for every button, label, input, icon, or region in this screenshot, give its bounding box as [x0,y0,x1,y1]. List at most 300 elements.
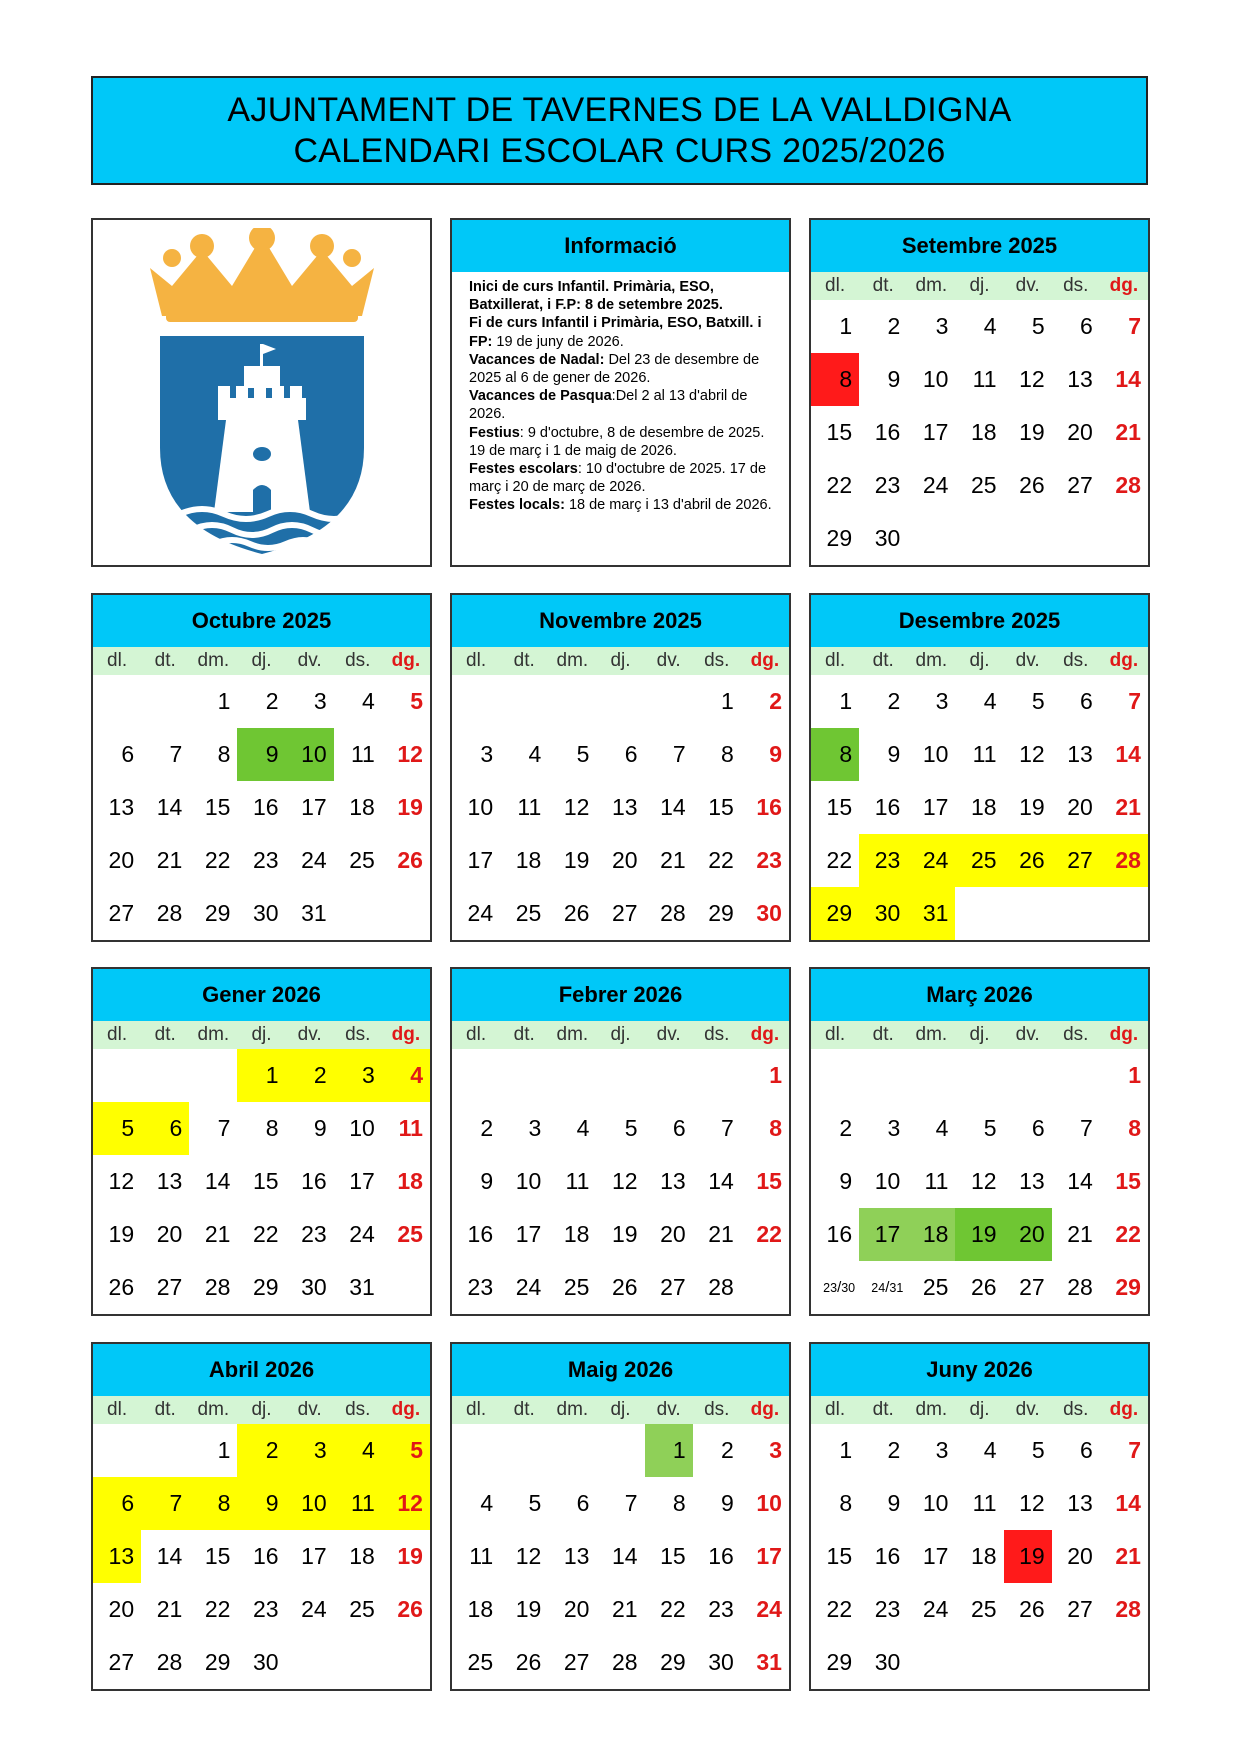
day-cell: 22 [1115,1221,1141,1247]
day-cell: 9 [237,1477,285,1530]
day-cell: 15 [204,1543,231,1569]
month-calendar [450,1342,791,1691]
day-cell: 29 [708,900,734,926]
day-cell: 5 [528,1490,542,1516]
weekday-label: dt. [154,650,176,671]
day-cell: 16 [826,1221,853,1247]
day-cell: 17 [922,419,949,445]
weekday-label: dg. [750,1399,780,1420]
weekday-label: dl. [107,650,128,671]
day-cell: 31 [301,900,327,926]
day-cell: 31 [349,1274,375,1300]
day-cell: 15 [756,1168,782,1194]
day-cell: 24 [756,1596,782,1622]
day-cell: 4 [983,313,997,339]
weekday-label: ds. [704,1024,730,1045]
day-cell: 11 [972,1490,997,1516]
day-number: 30 [841,1280,856,1295]
day-cell: 15 [1115,1168,1141,1194]
day-cell: 9 [839,1168,853,1194]
day-cell: 5 [983,1115,997,1141]
day-cell: 28 [1115,472,1141,498]
day-cell: 3 [769,1437,782,1463]
day-cell: 20 [1067,1543,1093,1569]
day-cell: 30 [252,900,279,926]
day-cell: 29 [204,1649,231,1675]
day-cell: 27 [156,1274,183,1300]
day-cell: 8 [265,1115,279,1141]
weekday-label: dm. [556,1024,589,1045]
day-cell: 17 [859,1208,907,1261]
day-cell: 6 [576,1490,590,1516]
day-cell: 13 [1067,1490,1093,1516]
day-cell: 16 [874,794,901,820]
day-cell: 4 [528,741,542,767]
weekday-label: dm. [197,1024,230,1045]
day-cell: 1 [1128,1062,1141,1088]
weekday-label: dl. [825,1399,846,1420]
day-cell: 13 [563,1543,590,1569]
day-cell: 2 [265,688,279,714]
month-calendar [809,218,1150,567]
day-cell: 17 [922,794,949,820]
empty-day-cell [1100,512,1148,565]
weekday-header [93,1396,430,1424]
empty-day-cell [907,1636,955,1689]
empty-day-cell [859,1049,907,1102]
weekday-label: dm. [915,275,948,296]
weekday-label: ds. [1063,1399,1089,1420]
empty-day-cell [189,1049,237,1102]
day-cell: 3 [935,1437,949,1463]
month-title: Juny 2026 [811,1344,1148,1396]
empty-day-cell [500,1424,548,1477]
day-cell: 22 [826,1596,853,1622]
day-cell: 12 [563,794,590,820]
day-cell: 14 [1115,1490,1141,1516]
day-cell: 14 [204,1168,231,1194]
day-cell: 8 [769,1115,782,1141]
weekday-label: dg. [391,1024,421,1045]
day-cell: 1 [839,688,853,714]
day-cell: 13 [108,794,135,820]
day-cell: 10 [874,1168,901,1194]
day-cell: 23 [756,847,782,873]
day-cell: 5 [410,688,423,714]
day-cell: 25 [970,472,997,498]
day-cell: 10 [286,1477,334,1530]
day-cell: 3 [480,741,494,767]
empty-day-cell [382,887,430,940]
empty-day-cell [596,1049,644,1102]
day-cell: 23 [301,1221,327,1247]
day-cell: 8 [672,1490,686,1516]
day-cell: 26 [611,1274,638,1300]
day-cell: 6 [624,741,638,767]
day-cell: 21 [1115,419,1141,445]
day-cell: 13 [660,1168,686,1194]
day-cell: 12 [108,1168,135,1194]
month-calendar [809,967,1150,1316]
day-cell: 3 [528,1115,542,1141]
day-cell: 29 [811,887,859,940]
day-cell: 4 [983,688,997,714]
weekday-label: ds. [704,1399,730,1420]
day-cell: 1 [217,1437,231,1463]
day-cell: 12 [1019,1490,1045,1516]
day-cell: 27 [1019,1274,1045,1300]
weekday-label: dl. [825,275,846,296]
day-cell: 13 [156,1168,183,1194]
day-cell: 5 [93,1102,141,1155]
weekday-label: dg. [750,1024,780,1045]
day-cell: 26 [1019,472,1045,498]
day-cell: 29 [1115,1274,1141,1300]
day-cell: 9 [313,1115,327,1141]
day-cell: 17 [301,1543,327,1569]
day-grid [452,1424,789,1689]
day-cell: 3 [313,688,327,714]
month-calendar [809,593,1150,942]
day-cell: 26 [397,1596,423,1622]
day-cell: 11 [350,741,375,767]
day-cell: 8 [1128,1115,1141,1141]
empty-day-cell [596,675,644,728]
info-entry-label: Festes escolars [469,461,578,478]
day-cell: 16 [467,1221,494,1247]
day-cell: 8 [721,741,734,767]
day-grid [811,1424,1148,1689]
month-title: Desembre 2025 [811,595,1148,647]
empty-day-cell [1100,887,1148,940]
day-cell: 24 [922,472,949,498]
day-cell: 14 [156,1543,183,1569]
day-cell: 19 [955,1208,1003,1261]
day-cell: 2 [721,1437,734,1463]
day-cell: 14 [156,794,183,820]
day-cell: 23 [252,847,279,873]
day-cell: 15 [708,794,734,820]
day-cell: 6 [121,741,135,767]
day-cell [811,1261,859,1314]
day-grid [811,1049,1148,1314]
day-cell: 29 [660,1649,686,1675]
empty-day-cell [596,1424,644,1477]
day-cell: 8 [839,1490,853,1516]
day-cell: 19 [108,1221,135,1247]
weekday-label: dg. [750,650,780,671]
weekday-label: dl. [107,1024,128,1045]
day-cell: 4 [382,1049,430,1102]
day-cell: 18 [563,1221,590,1247]
day-cell: 15 [204,794,231,820]
day-cell: 21 [611,1596,638,1622]
day-cell: 3 [334,1049,382,1102]
empty-day-cell [955,1049,1003,1102]
day-cell: 20 [108,847,135,873]
day-cell: 15 [660,1543,686,1569]
weekday-label: dv. [656,1399,681,1420]
day-cell: 22 [204,1596,231,1622]
info-entry [469,314,781,350]
day-cell: 25 [955,834,1003,887]
day-cell: 14 [708,1168,734,1194]
day-cell: 27 [108,1649,135,1675]
day-cell: 21 [156,1596,183,1622]
day-cell: 23 [859,834,907,887]
day-cell: 26 [108,1274,135,1300]
day-cell: 9 [887,1490,901,1516]
day-cell: 18 [907,1208,955,1261]
day-cell: 24 [301,1596,327,1622]
weekday-label: dl. [466,1399,487,1420]
empty-day-cell [548,1049,596,1102]
empty-day-cell [141,1049,189,1102]
day-cell: 11 [924,1168,949,1194]
day-cell: 2 [286,1049,334,1102]
empty-day-cell [1004,1636,1052,1689]
day-cell: 28 [156,1649,183,1675]
day-cell: 12 [515,1543,542,1569]
weekday-label: ds. [1063,650,1089,671]
day-cell [859,1261,907,1314]
day-cell: 17 [515,1221,542,1247]
day-cell: 27 [563,1649,590,1675]
weekday-label: ds. [1063,1024,1089,1045]
day-cell: 22 [660,1596,686,1622]
empty-day-cell [382,1261,430,1314]
day-cell: 22 [826,847,853,873]
day-cell: 20 [660,1221,686,1247]
day-separator: / [837,1279,842,1296]
day-cell: 21 [708,1221,734,1247]
empty-day-cell [693,1049,741,1102]
info-entry [469,278,781,314]
day-cell: 6 [1031,1115,1045,1141]
weekday-label: dj. [969,275,990,296]
weekday-header [811,1396,1148,1424]
day-cell: 24 [349,1221,375,1247]
empty-day-cell [1052,1049,1100,1102]
day-cell: 21 [204,1221,231,1247]
day-cell: 18 [970,794,997,820]
info-entry-label: Inici de curs Infantil. Primària, ESO, Batxillerat, i F.P: 8 de setembre 2025. [469,279,723,314]
day-cell: 9 [887,366,901,392]
day-cell: 19 [611,1221,638,1247]
day-cell: 27 [660,1274,686,1300]
day-cell: 7 [1128,313,1141,339]
day-cell: 13 [1067,366,1093,392]
weekday-label: dj. [969,1399,990,1420]
day-cell: 16 [252,1543,279,1569]
info-entry [469,460,781,496]
day-cell: 5 [624,1115,638,1141]
day-cell: 9 [237,728,285,781]
day-cell: 26 [970,1274,997,1300]
day-cell: 18 [349,1543,375,1569]
empty-day-cell [645,675,693,728]
day-cell: 21 [1115,1543,1141,1569]
day-cell: 19 [1004,1530,1052,1583]
day-grid [811,300,1148,565]
weekday-label: dt. [872,1399,894,1420]
info-entry-label: Fi de curs Infantil i Primària, ESO, Batxill. i FP: [469,315,762,350]
day-cell: 24 [515,1274,542,1300]
day-cell: 28 [156,900,183,926]
weekday-label: dv. [656,1024,681,1045]
day-cell: 24 [467,900,494,926]
month-title: Novembre 2025 [452,595,789,647]
day-cell: 8 [189,1477,237,1530]
day-cell: 10 [349,1115,375,1141]
day-cell: 16 [252,794,279,820]
day-cell: 27 [1052,834,1100,887]
day-cell: 7 [1128,1437,1141,1463]
day-cell: 7 [1128,688,1141,714]
day-cell: 26 [563,900,590,926]
weekday-label: ds. [345,1399,371,1420]
weekday-label: dt. [872,275,894,296]
day-cell: 18 [349,794,375,820]
info-entry-text: : 9 d'octubre, 8 de desembre de 2025. 19 de març i 1 de maig de 2026. [469,424,765,459]
day-grid [452,1049,789,1314]
empty-day-cell [93,1424,141,1477]
day-cell: 18 [970,419,997,445]
weekday-label: dj. [251,1024,272,1045]
day-cell: 7 [672,741,686,767]
day-cell: 4 [480,1490,494,1516]
empty-day-cell [1004,512,1052,565]
empty-day-cell [548,1424,596,1477]
header-title: AJUNTAMENT DE TAVERNES DE LA VALLDIGNA [227,90,1012,129]
info-entry-label: Vacances de Nadal: [469,351,605,368]
month-title: Abril 2026 [93,1344,430,1396]
empty-day-cell [548,675,596,728]
empty-day-cell [500,1049,548,1102]
day-cell: 20 [563,1596,590,1622]
weekday-label: dm. [197,1399,230,1420]
day-cell: 20 [611,847,638,873]
weekday-label: dj. [251,650,272,671]
empty-day-cell [955,512,1003,565]
day-cell: 25 [515,900,542,926]
weekday-label: ds. [1063,275,1089,296]
day-cell: 28 [1100,834,1148,887]
day-cell: 24 [907,834,955,887]
weekday-label: dg. [391,650,421,671]
day-cell: 22 [708,847,734,873]
weekday-header [452,1396,789,1424]
info-entry-text: 19 de juny de 2026. [492,333,624,350]
day-cell: 11 [565,1168,590,1194]
day-cell: 1 [217,688,231,714]
day-cell: 13 [93,1530,141,1583]
empty-day-cell [334,1636,382,1689]
day-cell: 1 [839,313,853,339]
empty-day-cell [141,675,189,728]
day-cell: 19 [397,794,423,820]
weekday-label: dj. [610,1024,631,1045]
day-cell: 19 [397,1543,423,1569]
day-cell: 21 [1115,794,1141,820]
day-cell: 2 [887,1437,901,1463]
empty-day-cell [1004,1049,1052,1102]
weekday-label: dt. [872,650,894,671]
empty-day-cell [1100,1636,1148,1689]
day-cell: 23 [708,1596,734,1622]
day-cell: 27 [108,900,135,926]
day-cell: 6 [141,1102,189,1155]
day-cell: 27 [1067,472,1093,498]
day-cell: 27 [611,900,638,926]
day-number: 31 [889,1280,904,1295]
weekday-label: dm. [915,650,948,671]
weekday-label: dt. [154,1399,176,1420]
day-cell: 28 [1115,1596,1141,1622]
empty-day-cell [382,1636,430,1689]
weekday-label: dv. [1015,1024,1040,1045]
day-cell: 25 [397,1221,423,1247]
weekday-header [811,647,1148,675]
day-cell: 2 [887,313,901,339]
day-cell: 17 [467,847,494,873]
day-cell: 3 [887,1115,901,1141]
empty-day-cell [452,1424,500,1477]
day-cell: 8 [811,353,859,406]
day-cell: 30 [708,1649,734,1675]
day-cell: 4 [983,1437,997,1463]
day-cell: 7 [217,1115,231,1141]
empty-day-cell [907,1049,955,1102]
weekday-label: dm. [556,650,589,671]
empty-day-cell [1052,887,1100,940]
day-cell: 10 [922,741,949,767]
day-cell: 22 [252,1221,279,1247]
day-cell: 11 [398,1115,423,1141]
day-cell: 13 [611,794,638,820]
info-title: Informació [452,220,789,272]
day-cell: 16 [874,419,901,445]
day-cell: 17 [349,1168,375,1194]
month-calendar [450,593,791,942]
weekday-label: dt. [872,1024,894,1045]
info-entry [469,387,781,423]
day-grid [452,675,789,940]
day-cell: 30 [859,887,907,940]
weekday-header [452,647,789,675]
day-cell: 21 [660,847,686,873]
logo-panel [91,218,432,567]
month-title: Març 2026 [811,969,1148,1021]
weekday-label: dt. [154,1024,176,1045]
day-cell: 11 [469,1543,494,1569]
info-text [452,272,789,515]
day-cell: 20 [156,1221,183,1247]
day-cell: 2 [769,688,782,714]
day-cell: 1 [769,1062,782,1088]
weekday-header [93,647,430,675]
info-entry-text: :Del 2 al 13 d'abril de 2026. [469,388,748,423]
coat-of-arms-icon [132,228,392,558]
weekday-label: dl. [466,650,487,671]
weekday-label: dg. [391,1399,421,1420]
day-cell: 8 [811,728,859,781]
day-cell: 10 [756,1490,782,1516]
header-subtitle: CALENDARI ESCOLAR CURS 2025/2026 [293,131,946,170]
empty-day-cell [141,1424,189,1477]
info-entry-text: 18 de març i 13 d'abril de 2026. [564,497,772,514]
day-grid [93,1049,430,1314]
